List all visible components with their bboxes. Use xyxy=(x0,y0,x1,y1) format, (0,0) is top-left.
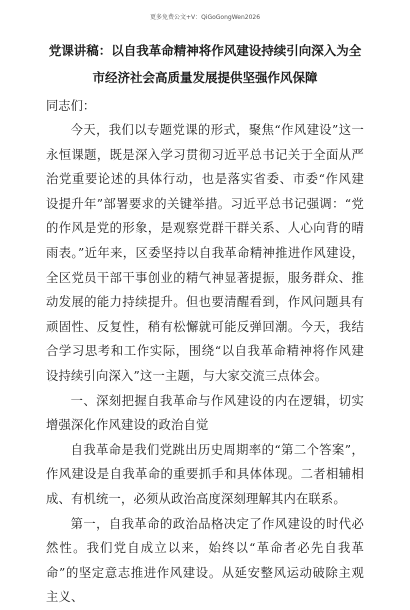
section-heading-one: 一、深刻把握自我革命与作风建设的内在逻辑，切实增强深化作风建设的政治自觉 xyxy=(46,393,364,433)
document-title-line-1: 党课讲稿：以自我革命精神将作风建设持续引向深入为全 xyxy=(48,43,362,58)
body-paragraph-first-point: 第一，自我革命的政治品格决定了作风建设的时代必然性。我们党自成立以来，始终以“革命者必先自我革命”的坚定意志推进作风建设。从延安整风运动破除主观主义、 xyxy=(46,516,364,605)
body-paragraph-intro: 今天，我们以专题党课的形式，聚焦“作风建设”这一永恒课题，既是深入学习贯彻习近平总书记关于全面从严治党重要论述的具体行动，也是落实省委、市委“作风建设提升年”部署要求的关键举措。习近平总书记强调：“党的作风是党的形象，是观察党群干群关系、人心向背的晴雨表。”近年来，区委坚持以自我革命精神推进作风建设，全区党员干部干事创业的精气神显著提振，服务群众、推动发展的能力持续提升。但也要清醒看到，作风问题具有顽固性、反复性，稍有松懈就可能反弹回潮。今天，我结合学习思考和工作实际，围绕“以自我革命精神将作风建设持续引向深入”这一主题，与大家交流三点体会。 xyxy=(46,123,364,383)
document-title-line-2: 市经济社会高质量发展提供坚强作风保障 xyxy=(92,70,318,85)
document-title xyxy=(46,40,364,89)
watermark-text: 更多免费公文+V：QiGoGongWen2026 xyxy=(149,14,261,21)
salutation: 同志们： xyxy=(46,99,96,113)
body-paragraph-self-revolution: 自我革命是我们党跳出历史周期率的“第二个答案”，作风建设是自我革命的重要抓手和具体体现。二者相辅相成、有机统一，必须从政治高度深刻理解其内在联系。 xyxy=(46,442,364,506)
